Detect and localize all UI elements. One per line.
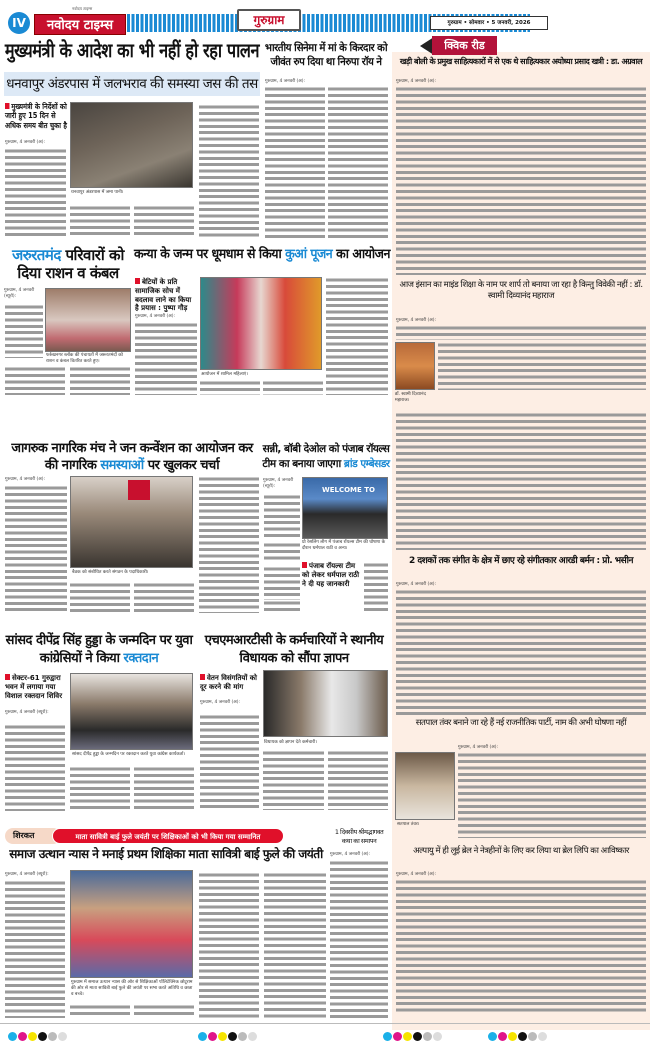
photo-kuan-pujan: [200, 277, 322, 370]
headline-kuan-a: कन्या के जन्म पर धूमधाम से किया: [134, 247, 286, 262]
body-q3: [396, 589, 646, 715]
headline-ration-rest: परिवारों को दिया राशन व कंबल: [17, 246, 124, 282]
lead-s5: गुरुग्राम, 4 जनवरी (अ):: [5, 477, 67, 483]
paper-tag: नवोदय टाइम्स: [72, 6, 93, 11]
caption-kuan-pujan: आयोजन में शामिल महिलाएं।: [201, 372, 248, 377]
banner-savitribai: माता सावित्री बाई फुले जयंती पर शिक्षिकाओं को भी किया गया सम्मानित: [52, 828, 284, 844]
lead-q2: गुरुग्राम, 4 जनवरी (अ):: [396, 318, 437, 323]
lead-s1: गुरुग्राम, 4 जनवरी (अ):: [5, 140, 67, 146]
caption-convention: बैठक को संबोधित करते संगठन के पदाधिकारी।: [72, 570, 149, 575]
headline-savitribai: समाज उत्थान न्यास ने मनाई प्रथम शिक्षिका माता सावित्री बाई फुले की जयंती: [9, 847, 323, 861]
section-label: गुरुग्राम: [237, 9, 301, 31]
body-s8b: [263, 750, 324, 810]
caption-blood-donation: सांसद दीपेंद्र हुड्डा के जन्मदिन पर रक्तदान करते युवा कांग्रेस कार्यकर्ता।: [72, 752, 186, 757]
body-s6b: [264, 542, 300, 562]
body-q4: [458, 752, 646, 838]
bullet-dharmpal-rathi: पंजाब रॉयल्स टीम को लेकर धर्मपाल राठी ने दी यह जानकारी: [302, 562, 362, 588]
photo-underpass: [70, 102, 193, 188]
headline-louis-braille: अल्पायु में ही लुई ब्रेल ने नेत्रहीनों के लिए कर लिया था ब्रेल लिपि का आविष्कार: [413, 846, 629, 856]
body-s7c: [134, 766, 194, 810]
body-s9c: [134, 1004, 194, 1018]
body-s3a: [5, 304, 43, 358]
body-q2a: [396, 325, 646, 340]
body-s5a: [5, 485, 67, 613]
body-s9b: [70, 1004, 130, 1018]
headline-kuan-c: का आयोजन: [332, 247, 390, 262]
body-s3b: [5, 366, 65, 395]
lead-q3: गुरुग्राम, 4 जनवरी (अ):: [396, 582, 437, 587]
lead-s2: गुरुग्राम, 4 जनवरी (अ):: [265, 79, 306, 84]
body-s5b: [70, 582, 130, 613]
body-q2c: [396, 412, 646, 550]
headline-royals-a: सन्नी, बॉबी देओल को पंजाब रॉयल्स टीम का बनाया जाएगा: [262, 443, 390, 471]
masthead: [0, 0, 650, 40]
caption-punjab-royals: प्रो रेसलिंग लीग में पंजाब रॉयल्स टीम की घोषणा के दौरान धर्मपाल राठी व अन्य।: [302, 540, 386, 551]
photo-convention-banner: [128, 480, 150, 500]
body-q2b: [438, 342, 646, 390]
body-s4b: [200, 380, 260, 395]
body-s6f: [364, 600, 388, 613]
lead-s3: गुरुग्राम, 4 जनवरी (ब्यूरो):: [4, 288, 43, 300]
body-s8c: [328, 750, 388, 810]
body-s1c: [134, 205, 194, 237]
body-s4c: [263, 380, 323, 395]
body-s1d: [199, 104, 259, 238]
caption-satpal: सतपाल तंवर।: [397, 822, 420, 827]
lead-s9: गुरुग्राम, 4 जनवरी (ब्यूरो):: [5, 872, 67, 878]
body-s9d: [199, 872, 259, 1018]
body-s5d: [199, 476, 259, 613]
headline-swami: आज इंसान का माइंड शिक्षा के नाम पर शार्प तो बनाया जा रहा है किन्तु विवेकी नहीं : डॉ. स्वामी दिव्यानंद महाराज: [399, 280, 643, 302]
headline-conv-a: जागरुक नागरिक मंच ने जन कन्वेंशन का आयोजन कर की नागरिक: [11, 441, 253, 473]
bullet-salary-disparity: वेतन विसंगतियों को दूर करने की मांग: [200, 674, 257, 691]
lead-s10: गुरुग्राम, 4 जनवरी (अ):: [330, 852, 388, 858]
headline-hmrtc: एचएमआरटीसी के कर्मचारियों ने स्थानीय विधायक को सौंपा ज्ञापन: [204, 633, 384, 666]
bullet-sector-61: सेक्टर-61 गुरुद्वारा भवन में लगाया गया विशाल रक्तदान शिविर: [5, 674, 65, 700]
headline-ration-blanket: [4, 246, 132, 282]
body-s4a: [135, 322, 197, 395]
page-number: IV: [8, 12, 30, 34]
headline-khatri: खड़ी बोली के प्रमुख साहित्यकारों में से एक थे साहित्यकार अयोध्या प्रसाद खत्री : डा. अग्रवाल: [399, 57, 643, 66]
bullet-cm-directives: मुख्यमंत्री के निर्देशों को जारी हुए 15 दिन से अधिक समय बीत चुका है: [5, 102, 67, 130]
tag-shirkat: शिरकत: [5, 828, 61, 844]
caption-underpass: धनवापुर अंडरपास में जमा पानी।: [71, 190, 124, 195]
color-register-marks: [8, 1026, 648, 1036]
body-s6c: [264, 566, 300, 600]
lead-q4: गुरुग्राम, 4 जनवरी (अ):: [458, 745, 499, 750]
body-s2b: [328, 86, 388, 238]
body-s8a: [200, 714, 259, 811]
headline-ration-highlight: जरुरतमंद: [12, 246, 61, 264]
lead-s4: गुरुग्राम, 4 जनवरी (अ):: [135, 314, 197, 320]
headline-nirupa-roy: भारतीय सिनेमा में मां के किरदार को जीवंत रुप दिया था निरुपा रॉय ने: [264, 42, 388, 69]
dateline: गुरुग्राम • सोमवार • 5 जनवरी, 2026: [430, 16, 548, 30]
body-s7b: [70, 766, 130, 810]
body-s1b: [70, 205, 130, 237]
body-q5: [396, 879, 646, 1013]
photo-swami: [395, 342, 435, 390]
lead-s6: गुरुग्राम, 4 जनवरी (ब्यूरो):: [263, 478, 300, 490]
body-s9e: [264, 872, 326, 1018]
body-s1a: [5, 148, 66, 236]
body-s6e: [264, 600, 300, 613]
lead-s7: गुरुग्राम, 4 जनवरी (ब्यूरो):: [5, 710, 67, 716]
headline-rd-burman: 2 दशकों तक संगीत के क्षेत्र में छाए रहे संगीतकार आरडी बर्मन : प्रो. भसीन: [408, 556, 633, 566]
headline-bhagwat-katha: 1 दिवसीय श्रीमद्भागवत कथा का समापन: [334, 828, 384, 846]
lead-q1: गुरुग्राम, 4 जनवरी (अ):: [396, 79, 437, 84]
body-s3c: [70, 366, 130, 395]
bullet-pushpa-gaur: बेटियों के प्रति सामाजिक सोच में बदलाव लाने का किया है प्रयास : पुष्पा गौड़: [135, 278, 197, 313]
photo-blood-donation: [70, 673, 193, 750]
body-s6d: [364, 562, 388, 600]
body-q1: [396, 86, 646, 275]
headline-kuan-highlight: कुआं पूजन: [285, 247, 333, 262]
headline-royals-highlight: ब्रांड एम्बेसडर: [343, 458, 390, 471]
photo-hmrtc: [263, 670, 388, 737]
subhead-underpass: धनवापुर अंडरपास में जलभराव की समस्या जस की तस: [4, 72, 260, 96]
caption-swami: डॉ. स्वामी दिव्यानंद महाराज।: [395, 392, 426, 403]
caption-ration: फर्रुखनगर ब्लॉक की पंचायतों में जरूरतमंदों को राशन व कंबल वितरित करते हुए।: [46, 353, 123, 364]
headline-satpal: सतपाल तंवर बनाने जा रहे हैं नई राजनीतिक पार्टी, नाम की अभी घोषणा नहीं: [415, 718, 627, 728]
body-s9a: [5, 880, 65, 1018]
photo-ration: [45, 288, 131, 352]
photo-banner-text: WELCOME TO: [322, 486, 375, 494]
headline-blood-donation: [4, 632, 194, 667]
footer-rule: [0, 1023, 650, 1024]
lead-s8: गुरुग्राम, 4 जनवरी (अ):: [200, 700, 260, 706]
paper-logo: नवोदय टाइम्स: [34, 14, 126, 35]
lead-q5: गुरुग्राम, 4 जनवरी (अ):: [396, 872, 437, 877]
headline-conv-c: पर खुलकर चर्चा: [143, 457, 220, 473]
body-s7a: [5, 724, 65, 811]
headline-blood-a: सांसद दीपेंद्र सिंह हुड्डा के जन्मदिन पर युवा कांग्रेसियों ने किया: [5, 633, 193, 666]
quick-read-tab: क्विक रीड: [432, 36, 497, 55]
photo-satpal: [395, 752, 455, 820]
body-s2a: [265, 86, 325, 238]
body-s10: [330, 860, 388, 1018]
headline-cm-order: मुख्यमंत्री के आदेश का भी नहीं हो रहा पालन: [4, 39, 260, 62]
photo-savitribai: [70, 870, 193, 978]
headline-blood-highlight: रक्तदान: [123, 650, 159, 666]
headline-punjab-royals: [262, 442, 390, 472]
headline-jan-convention: [4, 441, 260, 475]
headline-kuan-pujan: [134, 248, 390, 262]
caption-hmrtc: विधायक को ज्ञापन देते कर्मचारी।: [264, 740, 317, 745]
body-s5c: [134, 582, 194, 613]
body-s4d: [326, 277, 388, 395]
caption-savitribai: गुरुग्राम में समाज उत्थान न्यास की ओर से शिक्षिकाओं पॉलिटेक्निक छोटूराम की ओर से माता सावित्री बाई फुले की जयंती पर सभा करते अतिथि व छात्रा व बच्चे।: [71, 980, 193, 997]
body-s6a: [264, 494, 300, 540]
headline-conv-highlight: समस्याओं: [100, 457, 144, 473]
